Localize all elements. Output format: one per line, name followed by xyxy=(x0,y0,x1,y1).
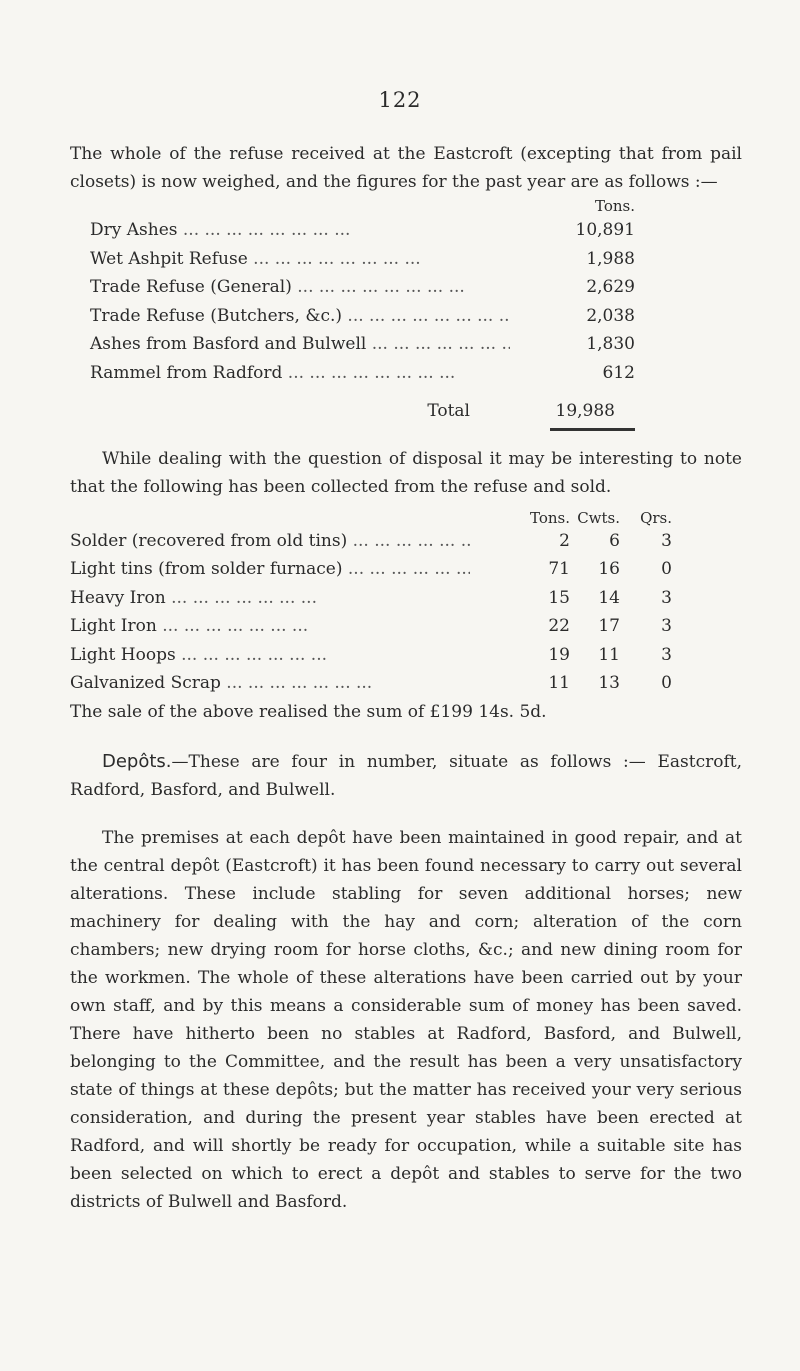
intro-paragraph: The whole of the refuse received at the Eastcroft (excepting that from pail closets) is now weighed, and the figures for the past year are as follows :— xyxy=(70,144,742,192)
cell-qrs: 3 xyxy=(661,616,672,636)
cell-tons: 22 xyxy=(548,616,570,636)
table-row xyxy=(70,555,742,584)
row-value: 10,891 xyxy=(575,220,635,240)
table-row xyxy=(70,359,742,388)
header-cwts: Cwts. xyxy=(577,508,620,527)
row-label: Trade Refuse (Butchers, &c.) ... xyxy=(70,302,510,330)
page-number: 122 xyxy=(378,88,422,112)
sold-table xyxy=(70,509,742,726)
table-row xyxy=(70,245,742,274)
row-label: Trade Refuse (General) ... xyxy=(70,273,510,301)
table-row xyxy=(70,330,742,359)
row-label: Heavy Iron ... xyxy=(70,584,470,612)
cell-tons: 2 xyxy=(559,530,570,551)
table-row xyxy=(70,216,742,245)
cell-qrs: 3 xyxy=(661,644,672,665)
interest-paragraph: While dealing with the question of disposal it may be interesting to note that the following has been collected from the refuse and sold. xyxy=(70,448,742,497)
cell-qrs: 0 xyxy=(661,673,672,693)
cell-tons: 11 xyxy=(548,673,570,693)
row-value: 1,988 xyxy=(586,248,635,269)
table-row xyxy=(70,273,742,302)
page-content xyxy=(70,140,742,1216)
table-row xyxy=(70,612,742,641)
cell-tons: 15 xyxy=(548,587,570,608)
table-row xyxy=(70,669,742,698)
refuse-unit-header: Tons. xyxy=(595,197,635,215)
table-row xyxy=(70,641,742,670)
total-underline xyxy=(550,428,635,431)
total-value: 19,988 xyxy=(555,401,615,421)
row-label: Light Hoops ... xyxy=(70,641,470,669)
sale-note: The sale of the above realised the sum of £199 14s. 5d. xyxy=(70,701,547,722)
total-label: Total xyxy=(427,401,470,421)
header-qrs: Qrs. xyxy=(640,508,672,527)
table-row xyxy=(70,527,742,556)
depots-intro xyxy=(70,748,742,804)
cell-qrs: 3 xyxy=(661,530,672,551)
row-label: Wet Ashpit Refuse ... xyxy=(70,245,510,273)
depots-text: —These are four in number, situate as follows :— Eastcroft, Radford, Basford, and Bulwell. xyxy=(70,751,742,800)
depots-title: Depôts. xyxy=(102,750,172,772)
table-row xyxy=(70,302,742,331)
cell-cwts: 16 xyxy=(598,559,620,579)
cell-tons: 71 xyxy=(548,559,570,579)
total-row xyxy=(70,397,742,426)
row-label: Light Iron ... xyxy=(70,612,470,640)
row-label: Rammel from Radford ... xyxy=(70,359,510,387)
cell-tons: 19 xyxy=(548,644,570,665)
cell-cwts: 14 xyxy=(598,587,620,608)
row-value: 1,830 xyxy=(586,334,635,354)
cell-qrs: 3 xyxy=(661,587,672,608)
row-value: 2,629 xyxy=(586,277,635,297)
cell-cwts: 17 xyxy=(598,616,620,636)
sold-table-header xyxy=(70,509,742,527)
refuse-table xyxy=(70,196,742,431)
table-row xyxy=(70,584,742,613)
row-label: Dry Ashes ... xyxy=(70,216,510,244)
row-label: Galvanized Scrap ... xyxy=(70,669,470,697)
header-tons: Tons. xyxy=(530,508,570,527)
row-value: 612 xyxy=(602,362,635,383)
cell-qrs: 0 xyxy=(661,559,672,579)
cell-cwts: 13 xyxy=(598,673,620,693)
row-label: Ashes from Basford and Bulwell ... xyxy=(70,330,510,358)
depots-paragraph: The premises at each depôt have been maintained in good repair, and at the central depôt (Eastcroft) it has been found necessary to carry out several alterations. These include stabling for seven additional horses; new machinery for dealing with the hay and corn; alteration of the corn chambers; new drying room for horse cloths, &c.; and new dining room for the workmen. The whole of these alterations have been carried out by your own staff, and by this means a considerable sum of money has been saved. There have hitherto been no stables at Radford, Basford, and Bulwell, belonging to the Committee, and the result has been a very unsatisfactory state of things at these depôts; but the matter has received your very serious consideration, and during the present year stables have been erected at Radford, and will shortly be ready for occupation, while a suitable site has been selected on which to erect a depôt and stables to serve for the two districts of Bulwell and Basford. xyxy=(70,827,742,1212)
cell-cwts: 11 xyxy=(598,644,620,665)
row-value: 2,038 xyxy=(586,305,635,326)
row-label: Solder (recovered from old tins) ... xyxy=(70,527,470,555)
cell-cwts: 6 xyxy=(609,530,620,551)
row-label: Light tins (from solder furnace) ... xyxy=(70,555,470,583)
